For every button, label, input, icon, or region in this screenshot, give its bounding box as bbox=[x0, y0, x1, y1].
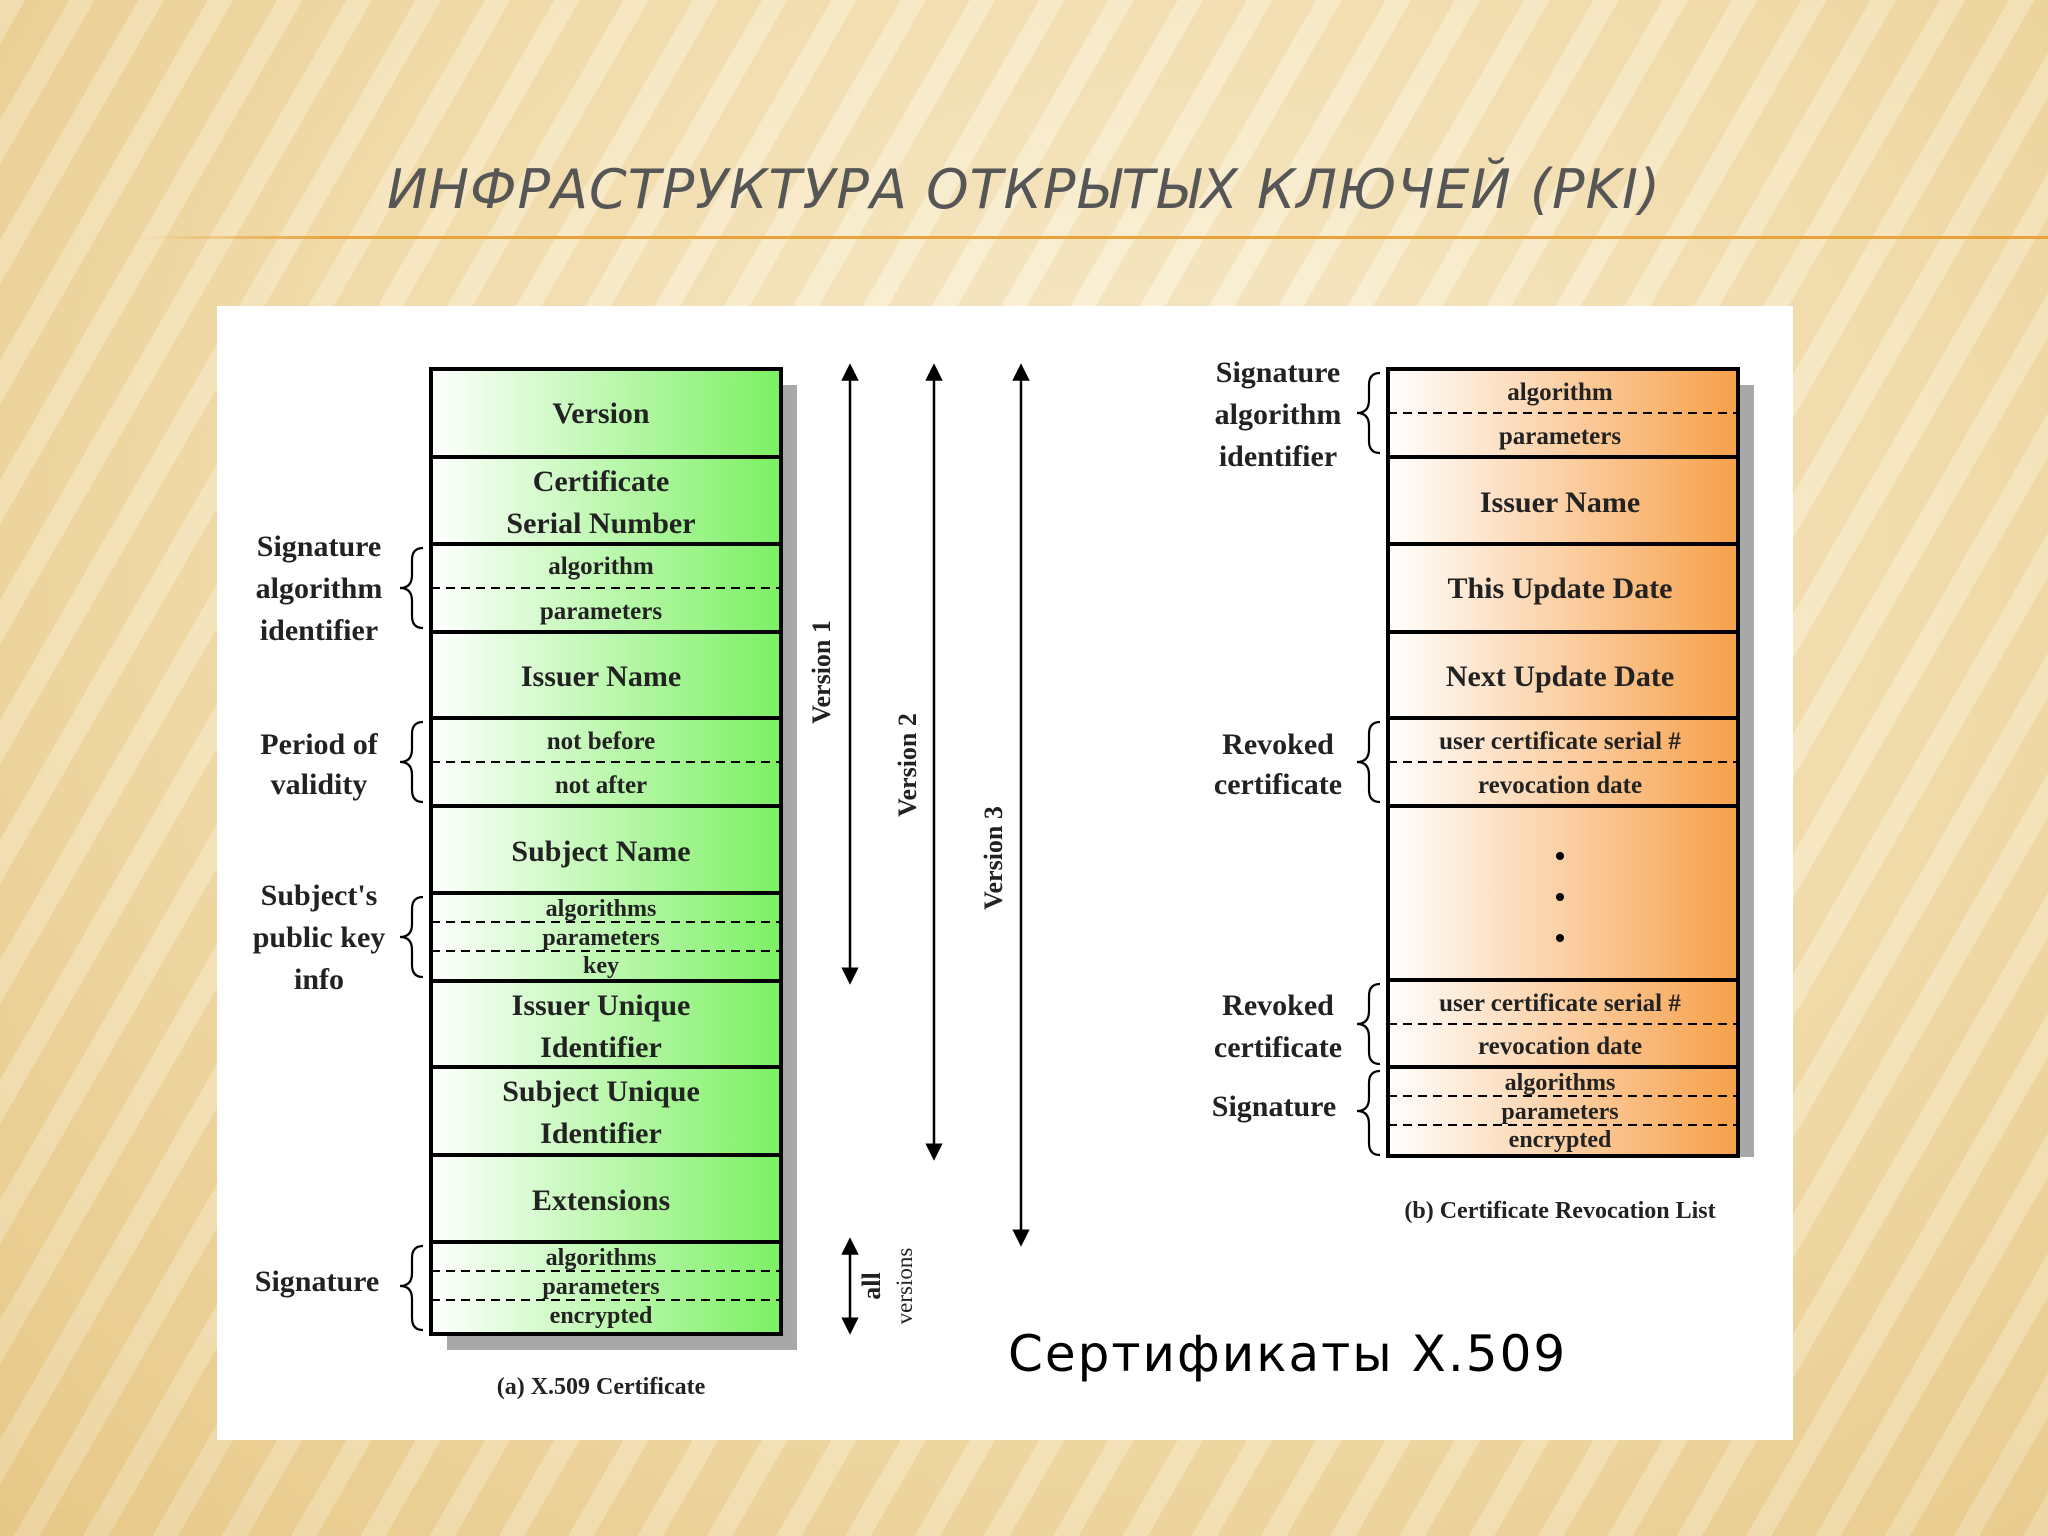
crl-field-sign-parameters: parameters bbox=[1501, 1099, 1619, 1125]
certificate-structure bbox=[253, 369, 1021, 1400]
crl-brace-revoked-a bbox=[1357, 722, 1380, 802]
field-pk-algorithms: algorithms bbox=[545, 896, 657, 922]
field-pk-key: key bbox=[583, 953, 619, 979]
crl-label-sig-alg-line2: algorithm bbox=[1214, 398, 1342, 431]
crl-field-parameters: parameters bbox=[1498, 423, 1622, 450]
crl-field-this-update: This Update Date bbox=[1447, 572, 1673, 605]
field-version: Version bbox=[552, 397, 650, 430]
label-sig-alg-line3: identifier bbox=[259, 614, 379, 647]
certificate-caption: (a) X.509 Certificate bbox=[496, 1374, 706, 1400]
label-sig-alg-line2: algorithm bbox=[255, 572, 383, 605]
label-signature: Signature bbox=[254, 1265, 380, 1298]
label-validity-line1: Period of bbox=[260, 728, 378, 761]
field-sign-encrypted: encrypted bbox=[549, 1303, 653, 1329]
brace-sig-alg bbox=[400, 548, 423, 628]
label-version1: Version 1 bbox=[807, 620, 836, 724]
brace-signature bbox=[400, 1246, 423, 1330]
crl-field-sign-algorithms: algorithms bbox=[1504, 1070, 1616, 1096]
label-validity-line2: validity bbox=[270, 768, 368, 801]
crl-label-signature: Signature bbox=[1211, 1090, 1337, 1123]
crl-label-revoked-b-line2: certificate bbox=[1213, 1031, 1343, 1064]
crl-field-issuer-name: Issuer Name bbox=[1479, 486, 1641, 519]
field-subject-uid-line1: Subject Unique bbox=[502, 1075, 700, 1108]
label-pubkey-line3: info bbox=[293, 963, 345, 996]
field-serial-line2: Serial Number bbox=[506, 507, 696, 540]
field-subject-name: Subject Name bbox=[511, 835, 691, 868]
crl-structure bbox=[1212, 356, 1754, 1224]
field-not-after: not after bbox=[554, 772, 648, 799]
field-sign-algorithms: algorithms bbox=[545, 1245, 657, 1271]
label-sig-alg-line1: Signature bbox=[256, 530, 382, 563]
crl-brace-sig-alg bbox=[1357, 373, 1380, 453]
crl-label-sig-alg-line3: identifier bbox=[1218, 440, 1338, 473]
crl-field-algorithm: algorithm bbox=[1507, 379, 1613, 406]
label-version3: Version 3 bbox=[979, 806, 1008, 910]
field-pk-parameters: parameters bbox=[542, 925, 660, 951]
field-issuer-name: Issuer Name bbox=[520, 660, 682, 693]
label-pubkey-line2: public key bbox=[252, 921, 386, 954]
field-issuer-uid-line2: Identifier bbox=[540, 1031, 662, 1064]
field-subject-uid-line2: Identifier bbox=[540, 1117, 662, 1150]
crl-brace-signature bbox=[1357, 1071, 1380, 1155]
crl-field-revocation-2: revocation date bbox=[1477, 1033, 1643, 1060]
crl-field-serial-1: user certificate serial # bbox=[1439, 728, 1681, 755]
crl-field-serial-2: user certificate serial # bbox=[1439, 990, 1681, 1017]
crl-caption: (b) Certificate Revocation List bbox=[1404, 1198, 1716, 1224]
slide-caption: Сертификаты X.509 bbox=[1008, 1325, 1568, 1383]
crl-brace-revoked-b bbox=[1357, 984, 1380, 1064]
field-sign-parameters: parameters bbox=[542, 1274, 660, 1300]
crl-field-next-update: Next Update Date bbox=[1445, 660, 1675, 693]
label-all-versions-line2: versions bbox=[892, 1247, 917, 1325]
crl-label-revoked-a-line2: certificate bbox=[1213, 768, 1343, 801]
field-issuer-uid-line1: Issuer Unique bbox=[511, 989, 691, 1022]
label-version2: Version 2 bbox=[893, 713, 922, 817]
field-serial-line1: Certificate bbox=[532, 465, 670, 498]
brace-pubkey bbox=[400, 897, 423, 977]
label-pubkey-line1: Subject's bbox=[260, 879, 378, 912]
crl-label-revoked-b-line1: Revoked bbox=[1222, 989, 1334, 1022]
label-all-versions-line1: all bbox=[857, 1272, 886, 1300]
brace-validity bbox=[400, 722, 423, 802]
field-sig-parameters: parameters bbox=[539, 598, 663, 625]
field-sig-algorithm: algorithm bbox=[548, 553, 654, 580]
crl-label-revoked-a-line1: Revoked bbox=[1222, 728, 1334, 761]
slide-title: ИНФРАСТРУКТУРА ОТКРЫТЫХ КЛЮЧЕЙ (PKI) bbox=[387, 158, 1661, 221]
field-not-before: not before bbox=[546, 728, 656, 755]
crl-field-revocation-1: revocation date bbox=[1477, 772, 1643, 799]
crl-field-sign-encrypted: encrypted bbox=[1508, 1127, 1612, 1153]
crl-label-sig-alg-line1: Signature bbox=[1215, 356, 1341, 389]
field-extensions: Extensions bbox=[531, 1184, 671, 1217]
